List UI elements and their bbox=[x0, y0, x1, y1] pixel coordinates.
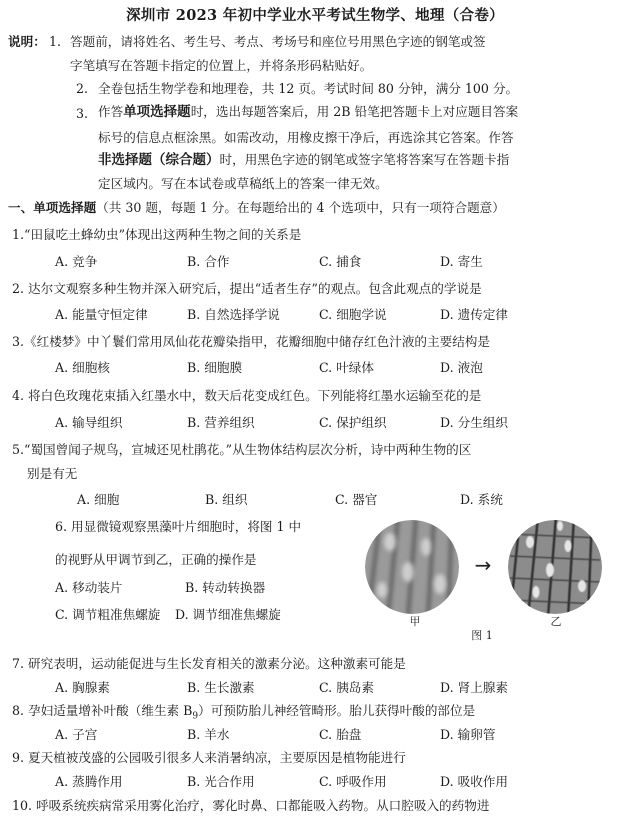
instruction-3-line-3-rest: 时，用黑色字迹的钢笔或签字笔将答案写在答题卡指 bbox=[219, 152, 510, 167]
subscript: 9 bbox=[192, 711, 199, 722]
option-d: D. 吸收作用 bbox=[440, 774, 509, 789]
option-a: A. 能量守恒定律 bbox=[55, 307, 148, 322]
option-c: C. 保护组织 bbox=[319, 415, 387, 430]
question-stem bbox=[12, 703, 475, 725]
section-description: （共 30 题，每题 1 分。在每题给出的 4 个选项中，只有一项符合题意） bbox=[96, 200, 505, 215]
option-a: A. 细胞 bbox=[77, 492, 120, 507]
option-b: B. 转动转换器 bbox=[185, 580, 266, 595]
section-heading bbox=[8, 200, 505, 216]
instruction-1-line-1: 答题前，请将姓名、考生号、考点、考场号和座位号用黑色字迹的钢笔或签 bbox=[70, 34, 486, 49]
label-jia: 甲 bbox=[409, 615, 421, 628]
question-stem: 2. 达尔文观察多种生物并深入研究后，提出“适者生存”的观点。包含此观点的学说是 bbox=[12, 281, 482, 296]
instruction-number-1: 1. bbox=[49, 34, 62, 49]
option-b: B. 光合作用 bbox=[187, 774, 255, 789]
option-c: C. 叶绿体 bbox=[319, 360, 374, 375]
option-c: C. 细胞学说 bbox=[319, 307, 387, 322]
option-d: D. 遗传定律 bbox=[440, 307, 509, 322]
option-b: B. 生长激素 bbox=[187, 680, 255, 695]
option-c: C. 呼吸作用 bbox=[319, 774, 387, 789]
field-of-view-jia bbox=[365, 517, 459, 617]
option-c: C. 调节粗准焦螺旋 bbox=[55, 607, 161, 622]
option-c: C. 器官 bbox=[335, 492, 378, 507]
option-d: D. 分生组织 bbox=[440, 415, 509, 430]
option-d: D. 肾上腺素 bbox=[440, 680, 509, 695]
option-d: D. 液泡 bbox=[440, 360, 483, 375]
option-a: A. 子宫 bbox=[55, 727, 98, 742]
instruction-3-emphasis-choice: 单项选择题 bbox=[123, 104, 191, 120]
label-yi: 乙 bbox=[550, 615, 562, 628]
question-stem-line-2: 的视野从甲调节到乙，正确的操作是 bbox=[55, 552, 257, 567]
option-d: D. 输卵管 bbox=[440, 727, 496, 742]
instruction-number-3: 3. bbox=[76, 106, 89, 121]
question-stem: 7. 研究表明，运动能促进与生长发育相关的激素分泌。这种激素可能是 bbox=[12, 656, 406, 671]
instructions-label: 说明： bbox=[8, 34, 46, 49]
option-b: B. 组织 bbox=[205, 492, 248, 507]
option-c: C. 胰岛素 bbox=[319, 680, 374, 695]
instruction-3-line-4: 定区域内。写在本试卷或草稿纸上的答案一律无效。 bbox=[98, 176, 388, 191]
option-b: B. 细胞膜 bbox=[187, 360, 243, 375]
question-stem-part-1: 8. 孕妇适量增补叶酸（维生素 B bbox=[12, 703, 193, 718]
instruction-1-line-2: 字笔填写在答题卡指定的位置上，并将条形码粘贴好。 bbox=[70, 58, 373, 73]
option-a: A. 移动装片 bbox=[55, 580, 123, 595]
option-b: B. 合作 bbox=[187, 254, 230, 269]
microscope-figure bbox=[360, 512, 620, 652]
field-of-view-yi bbox=[508, 517, 602, 617]
instruction-3-prefix: 作答 bbox=[98, 104, 124, 119]
option-a: A. 蒸腾作用 bbox=[55, 774, 123, 789]
option-b: B. 营养组织 bbox=[187, 415, 255, 430]
figure-caption: 图 1 bbox=[471, 629, 493, 642]
question-stem: 4. 将白色玫瑰花束插入红墨水中，数天后花变成红色。下列能将红墨水运输至花的是 bbox=[12, 388, 482, 403]
option-a: A. 竞争 bbox=[55, 254, 98, 269]
question-stem: 10. 呼吸系统疾病常采用雾化治疗，雾化时鼻、口都能吸入药物。从口腔吸入的药物进 bbox=[12, 798, 490, 813]
question-stem-line-1: 5.“蜀国曾闻子规鸟，宣城还见杜鹃花。”从生物体结构层次分析，诗中两种生物的区 bbox=[12, 442, 472, 457]
question-stem: 3.《红楼梦》中丫鬟们常用凤仙花花瓣染指甲，花瓣细胞中储存红色汁液的主要结构是 bbox=[12, 334, 490, 349]
page-title: 深圳市 2023 年初中学业水平考试生物学、地理（合卷） bbox=[126, 7, 504, 24]
option-d: D. 调节细准焦螺旋 bbox=[175, 607, 281, 622]
question-stem-line-1: 6. 用显微镜观察黑藻叶片细胞时，将图 1 中 bbox=[55, 519, 302, 534]
question-stem: 1.“田鼠吃土蜂幼虫”体现出这两种生物之间的关系是 bbox=[12, 227, 302, 242]
option-a: A. 胸腺素 bbox=[55, 680, 110, 695]
option-d: D. 系统 bbox=[460, 492, 503, 507]
question-stem-part-2: ）可预防胎儿神经管畸形。胎儿获得叶酸的部位是 bbox=[198, 703, 476, 718]
question-stem: 9. 夏天植被茂盛的公园吸引很多人来消暑纳凉，主要原因是植物能进行 bbox=[12, 750, 406, 765]
figure-1 bbox=[360, 512, 620, 652]
question-stem-line-2: 别是有无 bbox=[27, 466, 78, 481]
arrow-icon: → bbox=[474, 553, 492, 577]
option-b: B. 自然选择学说 bbox=[187, 307, 280, 322]
section-title: 一、单项选择题 bbox=[8, 200, 97, 215]
instruction-3-emphasis-nonchoice: 非选择题（综合题） bbox=[98, 152, 220, 168]
option-c: C. 胎盘 bbox=[319, 727, 362, 742]
option-d: D. 寄生 bbox=[440, 254, 483, 269]
instruction-2-line-1: 全卷包括生物学卷和地理卷，共 12 页。考试时间 80 分钟，满分 100 分。 bbox=[98, 81, 519, 96]
instruction-number-2: 2. bbox=[76, 81, 89, 96]
instruction-3-line-1 bbox=[98, 104, 518, 120]
option-b: B. 羊水 bbox=[187, 727, 230, 742]
option-c: C. 捕食 bbox=[319, 254, 362, 269]
instruction-3-suffix: 时，选出每题答案后，用 2B 铅笔把答题卡上对应题目答案 bbox=[190, 104, 519, 119]
option-a: A. 输导组织 bbox=[55, 415, 123, 430]
option-a: A. 细胞核 bbox=[55, 360, 110, 375]
instruction-3-line-2: 标号的信息点框涂黑。如需改动，用橡皮擦干净后，再选涂其它答案。作答 bbox=[98, 130, 514, 145]
instruction-3-line-3 bbox=[98, 152, 509, 168]
